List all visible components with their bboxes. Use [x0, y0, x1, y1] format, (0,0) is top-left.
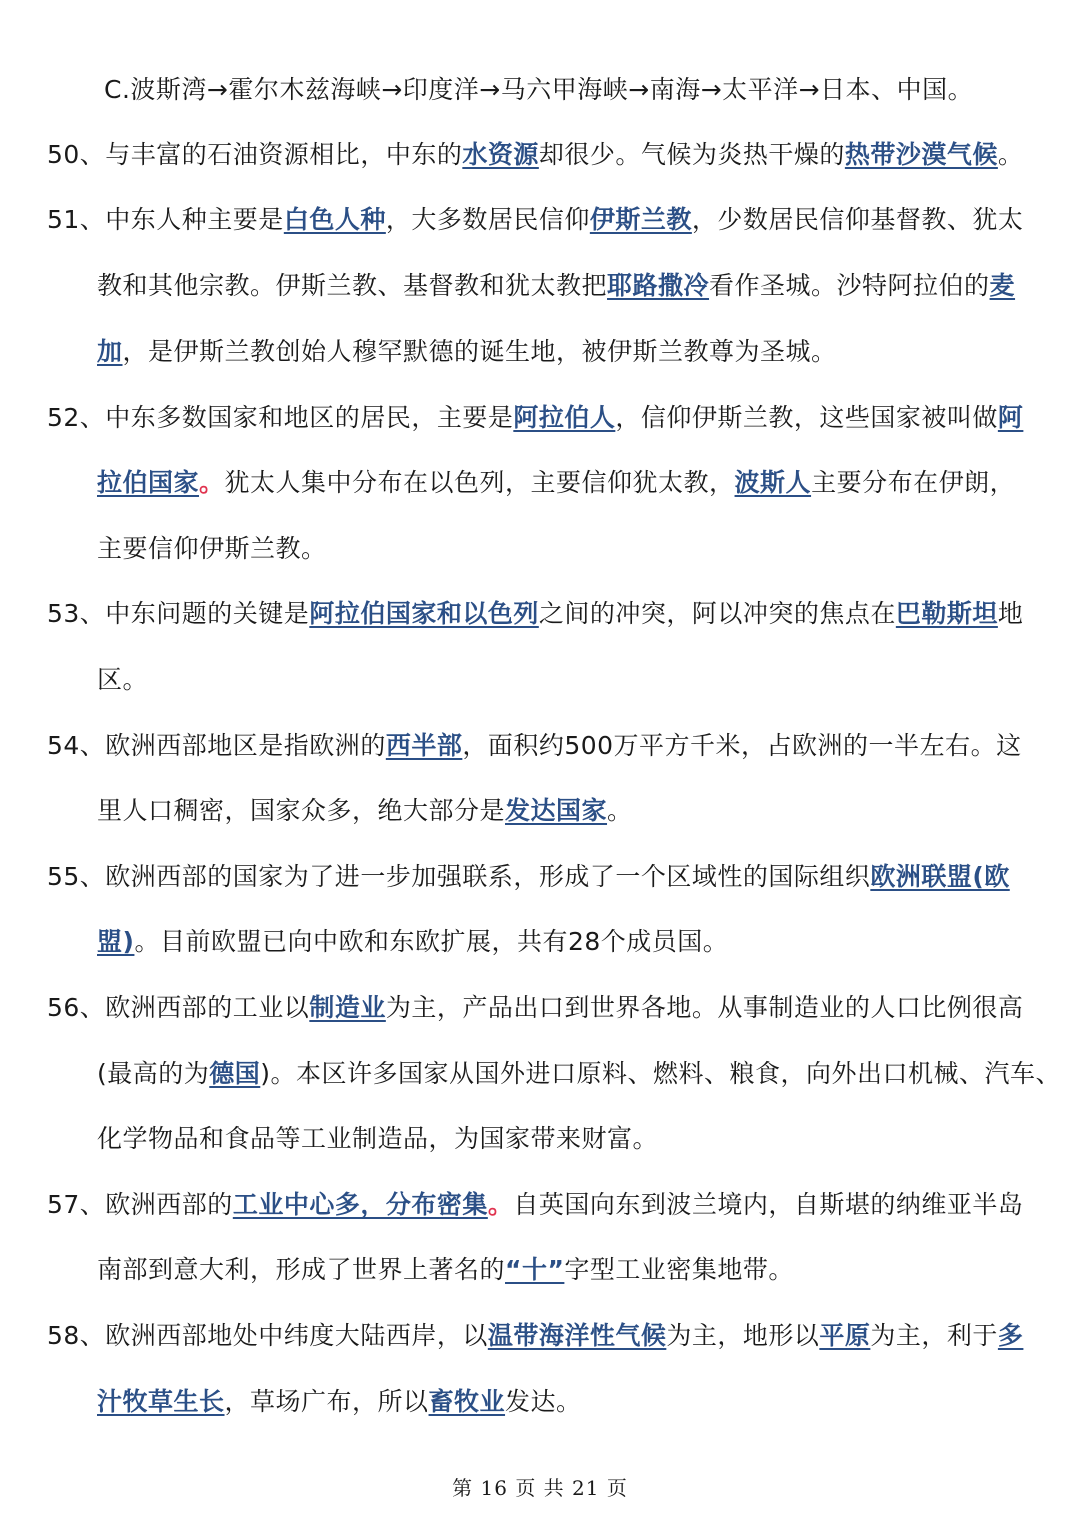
highlighted-term: 水资源 [462, 140, 539, 169]
text-segment: ，面积约500万平方千米，占欧洲的一半左右。这 [462, 731, 1022, 760]
text-line [47, 594, 1023, 634]
text-segment: ，草场广布，所以 [224, 1387, 429, 1416]
text-line [97, 791, 633, 831]
text-segment: 。 [997, 140, 1024, 169]
highlighted-term: 德国 [209, 1059, 261, 1088]
text-segment: C.波斯湾→霍尔木兹海峡→印度洋→马六甲海峡→南海→太平洋→日本、中国。 [104, 75, 974, 104]
text-segment: 犹太人集中分布在以色列，主要信仰犹太教， [224, 468, 735, 497]
highlighted-term: 麦 [989, 271, 1016, 300]
text-segment: ，大多数居民信仰 [385, 205, 590, 234]
highlighted-term: 波斯人 [734, 468, 812, 497]
text-segment: (最高的为 [97, 1059, 210, 1088]
text-line [97, 1250, 794, 1290]
text-line [47, 398, 1023, 438]
highlighted-term: 拉伯国家 [97, 468, 200, 497]
text-line [47, 135, 1023, 175]
highlighted-term: 热带沙漠气候 [844, 140, 998, 169]
text-segment: )。本区许多国家从国外进口原料、燃料、粮食，向外出口机械、汽车、 [260, 1059, 1062, 1088]
text-line [97, 529, 327, 569]
highlighted-term: 巴勒斯坦 [895, 599, 998, 628]
highlighted-term: 阿 [997, 403, 1024, 432]
text-line [47, 857, 1010, 897]
text-segment: 发达。 [505, 1387, 582, 1416]
text-line [47, 1316, 1023, 1356]
highlighted-term: 伊斯兰教 [589, 205, 692, 234]
text-segment: 看作圣城。沙特阿拉伯的 [709, 271, 990, 300]
text-segment: 教和其他宗教。伊斯兰教、基督教和犹太教把 [97, 271, 608, 300]
text-line [104, 70, 973, 110]
red-punctuation: 。 [199, 468, 225, 497]
red-punctuation: 。 [487, 1190, 514, 1219]
text-segment: 为主，地形以 [666, 1321, 820, 1350]
highlighted-term: 白色人种 [283, 205, 386, 234]
text-segment: 地 [997, 599, 1024, 628]
text-segment: 化学物品和食品等工业制造品，为国家带来财富。 [97, 1124, 659, 1153]
text-line [47, 988, 1023, 1028]
highlighted-term: 阿拉伯人 [513, 403, 616, 432]
text-segment: 54、欧洲西部地区是指欧洲的 [47, 731, 386, 760]
page-footer: 第 16 页 共 21 页 [452, 1476, 628, 1500]
highlighted-term: 制造业 [309, 993, 386, 1022]
text-line [97, 332, 837, 372]
highlighted-term: 多 [997, 1321, 1024, 1350]
text-line [97, 1382, 582, 1422]
text-line [97, 1054, 1061, 1094]
highlighted-term: 欧洲联盟(欧 [870, 862, 1010, 891]
text-segment: 55、欧洲西部的国家为了进一步加强联系，形成了一个区域性的国际组织 [47, 862, 871, 891]
highlighted-term: 温带海洋性气候 [487, 1321, 667, 1350]
highlighted-term: 畜牧业 [428, 1387, 506, 1416]
text-line [97, 463, 1015, 503]
highlighted-term: 汁牧草生长 [97, 1387, 225, 1416]
highlighted-term: 西半部 [385, 731, 463, 760]
text-segment: ，少数居民信仰基督教、犹太 [691, 205, 1024, 234]
text-line [47, 726, 1022, 766]
text-segment: 自英国向东到波兰境内，自斯堪的纳维亚半岛 [513, 1190, 1024, 1219]
text-line [97, 660, 148, 700]
highlighted-term: 盟) [97, 927, 135, 956]
text-segment: 为主，产品出口到世界各地。从事制造业的人口比例很高 [385, 993, 1024, 1022]
text-segment: ，信仰伊斯兰教，这些国家被叫做 [615, 403, 998, 432]
text-line [97, 266, 1015, 306]
text-segment: 南部到意大利，形成了世界上著名的 [97, 1255, 506, 1284]
highlighted-term: “十” [505, 1255, 565, 1284]
text-segment: 53、中东问题的关键是 [47, 599, 310, 628]
text-segment: 却很少。气候为炎热干燥的 [538, 140, 845, 169]
text-segment: 主要分布在伊朗， [811, 468, 1016, 497]
text-segment: 。 [607, 796, 633, 825]
text-line [97, 1119, 658, 1159]
highlighted-term: 加 [97, 337, 123, 366]
text-segment: 之间的冲突，阿以冲突的焦点在 [538, 599, 896, 628]
highlighted-term: 发达国家 [505, 796, 608, 825]
text-segment: 。目前欧盟已向中欧和东欧扩展，共有28个成员国。 [134, 927, 729, 956]
text-segment: 50、与丰富的石油资源相比，中东的 [47, 140, 463, 169]
text-segment: 58、欧洲西部地处中纬度大陆西岸，以 [47, 1321, 488, 1350]
text-segment: ，是伊斯兰教创始人穆罕默德的诞生地，被伊斯兰教尊为圣城。 [122, 337, 837, 366]
text-segment: 主要信仰伊斯兰教。 [97, 534, 327, 563]
text-segment: 里人口稠密，国家众多，绝大部分是 [97, 796, 506, 825]
highlighted-term: 阿拉伯国家和以色列 [309, 599, 539, 628]
text-segment: 56、欧洲西部的工业以 [47, 993, 310, 1022]
highlighted-term: 工业中心多，分布密集 [232, 1190, 488, 1219]
text-segment: 字型工业密集地带。 [564, 1255, 794, 1284]
text-line [47, 1185, 1023, 1225]
text-segment: 区。 [97, 665, 149, 694]
text-segment: 52、中东多数国家和地区的居民，主要是 [47, 403, 514, 432]
highlighted-term: 平原 [819, 1321, 871, 1350]
text-segment: 51、中东人种主要是 [47, 205, 284, 234]
highlighted-term: 耶路撒冷 [607, 271, 710, 300]
text-segment: 为主，利于 [870, 1321, 998, 1350]
text-line [97, 922, 728, 962]
text-segment: 57、欧洲西部的 [47, 1190, 233, 1219]
text-line [47, 200, 1023, 240]
